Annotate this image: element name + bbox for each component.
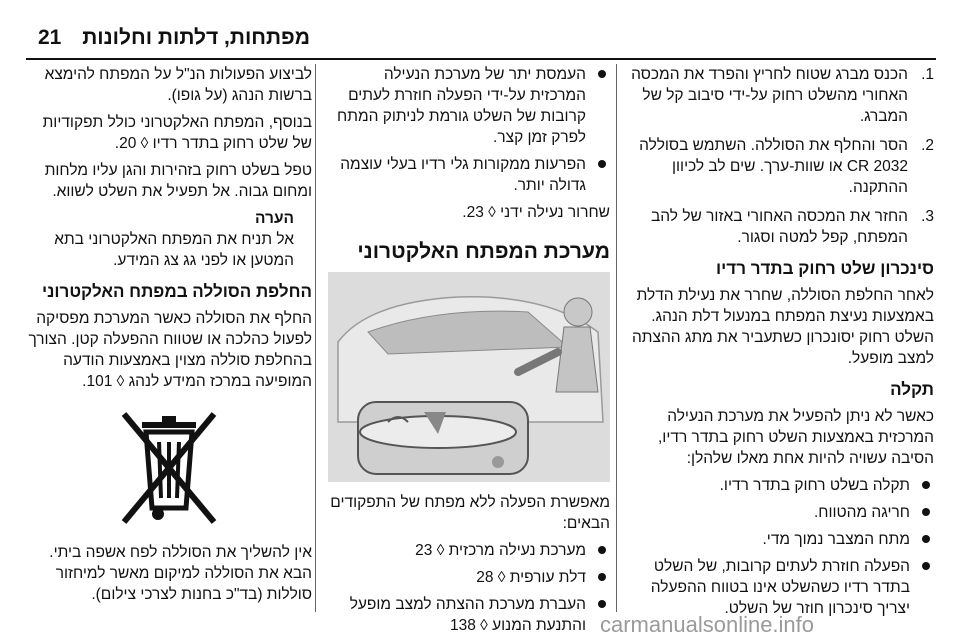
left-column <box>26 64 312 611</box>
middle-column <box>328 64 610 642</box>
section-title: מערכת המפתח האלקטרוני <box>357 240 610 263</box>
battery-heading: החלפת הסוללה במפתח האלקטרוני <box>41 282 312 301</box>
watermark-text: carmanualsonline.info <box>600 612 815 637</box>
fault-intro: כאשר לא ניתן להפעיל את מערכת הנעילה המרכזית באמצעות השלט רחוק בתדר רדיו, הסיבה עשויה להיות אחת מאלו שלהלן: <box>658 408 934 467</box>
sync-paragraph: לאחר החלפת הסוללה, שחרר את נעילת הדלת באמצעות נעיצת המפתח במנעול דלת הנהג. השלט רחוק יסונכרון כשתעביר את מתג ההצתה למצב מופעל. <box>631 287 934 367</box>
fault-item: תקלה בשלט רחוק בתדר רדיו. <box>618 475 934 496</box>
function-item: דלת עורפית ◊ 28 <box>328 567 610 588</box>
manual-release-reference: שחרור נעילה ידני ◊ 23. <box>462 204 610 221</box>
step-text: החזר את המכסה האחורי באזור של להב המפתח, קפל למטה וסגור. <box>651 208 908 246</box>
step-number: 1. <box>921 66 934 83</box>
header-rule <box>26 58 936 60</box>
disposal-paragraph: אין להשליך את הסוללה לפח אשפה ביתי. הבא את הסוללה למיקום מאשר למיחזור סוללות (בד"כ בחנות לצרכי צילום). <box>49 544 312 603</box>
fault-item: מתח המצבר נמוך מדי. <box>618 529 934 550</box>
step-item <box>618 64 934 127</box>
battery-paragraph: החלף את הסוללה כאשר המערכת מפסיקה לפעול כהלכה או שטווח ההפעלה קטן. הצורך בהחלפת סוללה מצוין באמצעות הודעה המופיעה במרכז המידע לנהג ◊ 101. <box>28 310 312 390</box>
functions-intro: מאפשרת הפעלה ללא מפתח של התפקודים הבאים: <box>330 494 610 532</box>
page-title: מפתחות, דלתות וחלונות <box>82 26 310 49</box>
note-body: אל תניח את המפתח האלקטרוני בתא המטען או לפני גג צג המידע. <box>54 231 294 269</box>
step-text: הסר והחלף את הסוללה. השתמש בסוללה CR 2032 או שוות-ערך. שים לב לכיוון ההתקנה. <box>639 137 908 196</box>
column-divider-left <box>315 64 316 612</box>
note-title: הערה <box>255 210 294 227</box>
step-item <box>618 206 934 248</box>
page-number: 21 <box>38 26 62 49</box>
right-column <box>618 64 934 625</box>
fault-item: העמסת יתר של מערכת הנעילה המרכזית על-ידי הפעלה חוזרת לעתים קרובות של השלט גורמת לניתוק המתח לפרק זמן קצר. <box>328 64 610 148</box>
door-handle-illustration <box>328 272 610 482</box>
function-item: העברת מערכת ההצתה למצב מופעל והתנעת המנוע ◊ 138 <box>328 594 610 636</box>
fault-item: הפעלה חוזרת לעתים קרובות, של השלט בתדר רדיו כשהשלט אינו בטווח ההפעלה יצריך סינכרון חוזר של השלט. <box>618 556 934 619</box>
column-divider-right <box>616 64 617 612</box>
fault-heading: תקלה <box>890 380 934 399</box>
step-text: הכנס מברג שטוח לחריץ והפרד את המכסה האחורי מהשלט רחוק על-ידי סיבוב קל של המברג. <box>631 66 908 125</box>
car-door-handle-image <box>328 272 610 482</box>
step-number: 2. <box>921 137 934 154</box>
care-instructions: טפל בשלט רחוק בזהירות והגן עליו מלחות ומחום גבוה. אל תפעיל את השלט לשווא. <box>44 162 312 200</box>
fault-item: חריגה מהטווח. <box>618 502 934 523</box>
crossed-bin-icon <box>114 408 224 528</box>
function-item: מערכת נעילה מרכזית ◊ 23 <box>328 540 610 561</box>
page-header <box>0 0 960 56</box>
sync-heading: סינכרון שלט רחוק בתדר רדיו <box>716 259 934 278</box>
step-item <box>618 135 934 198</box>
step-number: 3. <box>921 208 934 225</box>
remote-functionality: בנוסף, המפתח האלקטרוני כולל תפקודיות של שלט רחוק בתדר רדיו ◊ 20. <box>42 114 312 152</box>
fault-item: הפרעות ממקורות גלי רדיו בעלי עוצמה גדולה יותר. <box>328 154 610 196</box>
functions-list <box>328 540 610 636</box>
battery-steps-list <box>618 64 934 248</box>
fault-list <box>618 475 934 619</box>
fault-list-continued <box>328 64 610 196</box>
keyless-requirement: לביצוע הפעולות הנ"ל על המפתח להימצא ברשות הנהג (על גופו). <box>44 66 312 104</box>
